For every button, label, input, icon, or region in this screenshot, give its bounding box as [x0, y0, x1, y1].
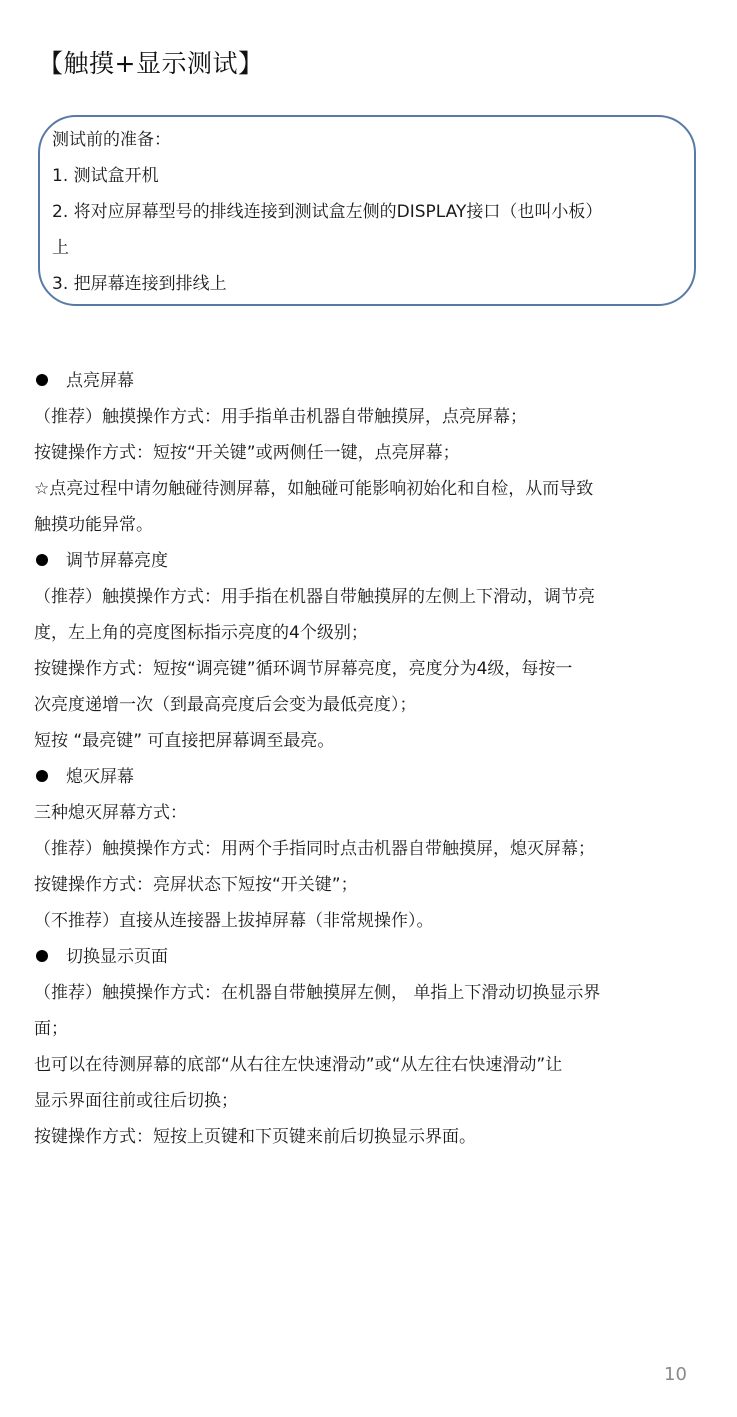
bullet-icon [36, 770, 48, 782]
page-number: 10 [664, 1364, 687, 1385]
section-line: 次亮度递增一次（到最高亮度后会变为最低亮度）； [34, 695, 417, 715]
bullet-icon [36, 554, 48, 566]
prep-step-1: 1. 测试盒开机 [52, 166, 159, 186]
section-line: 按键操作方式：短按上页键和下页键来前后切换显示界面。 [34, 1127, 476, 1147]
section-line: （推荐）触摸操作方式：用手指单击机器自带触摸屏，点亮屏幕； [34, 407, 527, 427]
section-line: 按键操作方式：短按“调亮键”循环调节屏幕亮度，亮度分为4级，每按一 [34, 659, 573, 679]
section-heading-light-screen [34, 363, 134, 399]
bullet-icon [36, 374, 48, 386]
section-line: 触摸功能异常。 [34, 515, 153, 535]
page-title: 【触摸+显示测试】 [38, 49, 264, 78]
section-line: （不推荐）直接从连接器上拔掉屏幕（非常规操作）。 [34, 911, 434, 931]
bullet-icon [36, 950, 48, 962]
section-line: 面； [34, 1019, 68, 1039]
prep-step-2: 2. 将对应屏幕型号的排线连接到测试盒左侧的DISPLAY接口（也叫小板） [52, 202, 603, 222]
section-line: 短按 “最亮键” 可直接把屏幕调至最亮。 [34, 731, 335, 751]
section-line: （推荐）触摸操作方式：用两个手指同时点击机器自带触摸屏，熄灭屏幕； [34, 839, 595, 859]
section-heading-text: 点亮屏幕 [66, 371, 134, 391]
section-line: 按键操作方式：短按“开关键”或两侧任一键，点亮屏幕； [34, 443, 460, 463]
section-heading-brightness [34, 543, 168, 579]
section-heading-text: 熄灭屏幕 [66, 767, 134, 787]
section-line: 显示界面往前或往后切换； [34, 1091, 238, 1111]
section-heading-text: 切换显示页面 [66, 947, 168, 967]
section-heading-text: 调节屏幕亮度 [66, 551, 168, 571]
section-line: ☆点亮过程中请勿触碰待测屏幕，如触碰可能影响初始化和自检，从而导致 [34, 479, 594, 499]
section-line: （推荐）触摸操作方式：用手指在机器自带触摸屏的左侧上下滑动，调节亮 [34, 587, 595, 607]
prep-step-2-continued: 上 [52, 238, 69, 258]
section-line: 也可以在待测屏幕的底部“从右往左快速滑动”或“从左往右快速滑动”让 [34, 1055, 563, 1075]
section-line: 度，左上角的亮度图标指示亮度的4个级别； [34, 623, 368, 643]
section-heading-turn-off [34, 759, 134, 795]
section-line: （推荐）触摸操作方式：在机器自带触摸屏左侧， 单指上下滑动切换显示界 [34, 983, 601, 1003]
section-heading-switch-page [34, 939, 168, 975]
section-line: 三种熄灭屏幕方式： [34, 803, 187, 823]
section-line: 按键操作方式：亮屏状态下短按“开关键”； [34, 875, 358, 895]
prep-step-3: 3. 把屏幕连接到排线上 [52, 274, 227, 294]
prep-heading: 测试前的准备： [52, 130, 171, 150]
